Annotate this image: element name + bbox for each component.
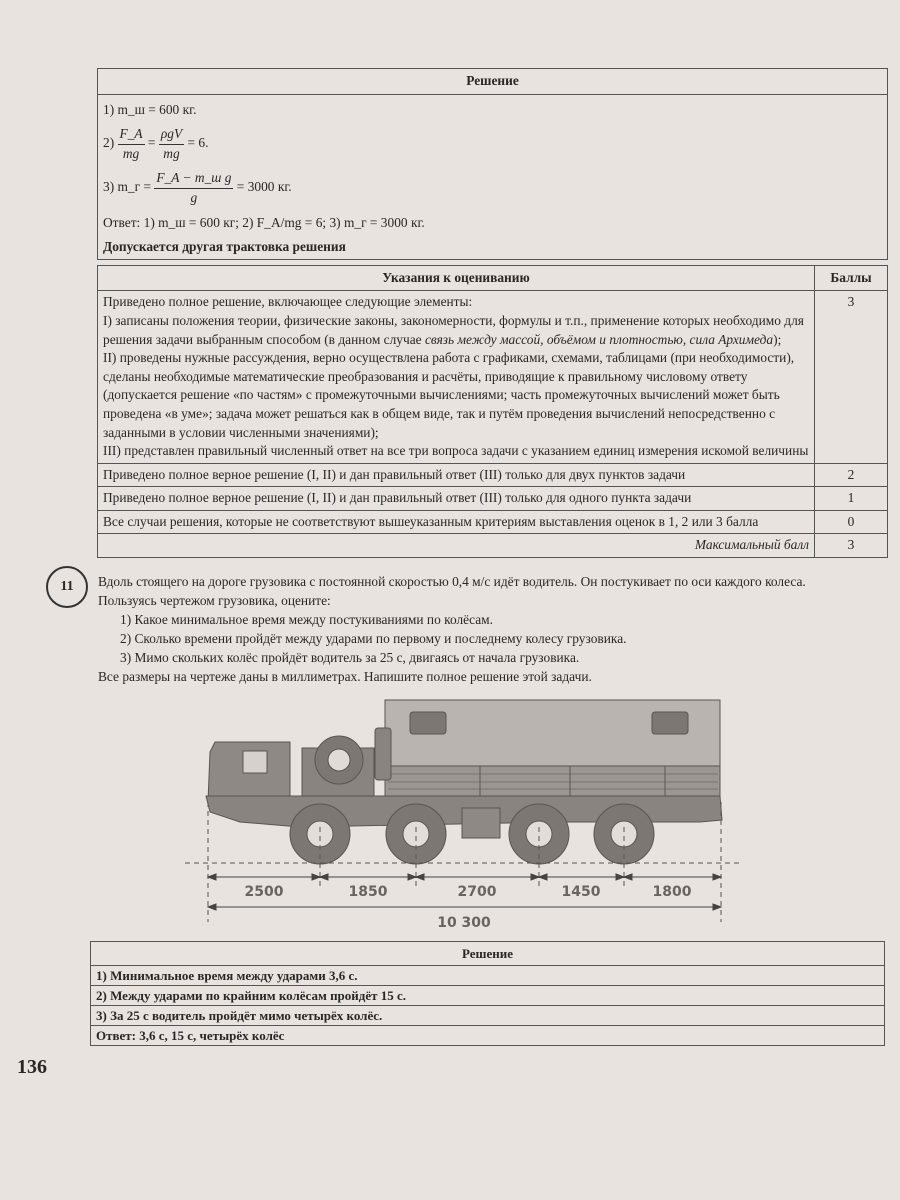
- max-score-label: Максимальный балл: [98, 534, 815, 558]
- points-cell: 2: [815, 463, 888, 487]
- solution-answer: Ответ: 1) m_ш = 600 кг; 2) F_A/mg = 6; 3) m_г = 3000 кг.: [103, 214, 425, 230]
- solution-note: Допускается другая трактовка решения: [103, 239, 346, 255]
- task-question: 2) Сколько времени пройдёт между ударами по первому и последнему колесу грузовика.: [120, 631, 627, 647]
- text: );: [773, 331, 782, 347]
- dimension-label: 2700: [457, 884, 497, 901]
- page-number: 136: [17, 1056, 47, 1079]
- criteria-text: Все случаи решения, которые не соответствуют вышеуказанным критериям выставления оценок в 1, 2 или 3 балла: [98, 510, 815, 534]
- task-lead: Пользуясь чертежом грузовика, оцените:: [98, 593, 331, 609]
- task-question: 1) Какое минимальное время между постукиваниями по колёсам.: [120, 612, 493, 628]
- step-result: = 6.: [187, 135, 209, 151]
- criteria-item-I: [103, 312, 809, 349]
- step-result: = 3000 кг.: [236, 179, 292, 195]
- criteria-item-III: III) представлен правильный численный ответ на все три вопроса задачи с указанием единиц измерения искомой величины: [103, 443, 809, 459]
- solution-table-task11: [90, 941, 885, 1046]
- solution-table-task10: [97, 68, 888, 260]
- task-11-text: [98, 572, 888, 686]
- grading-criteria-table: [97, 265, 888, 558]
- solution-step-3: [103, 169, 882, 207]
- criteria-text: Приведено полное верное решение (I, II) и дан правильный ответ (III) только для двух пунктов задачи: [98, 463, 815, 487]
- cargo-window: [652, 712, 688, 734]
- criteria-item-II: II) проведены нужные рассуждения, верно осуществлена работа с графиками, схемами, таблицами (при необходимости), сделаны необходимые математические преобразования и расчёты, приводящие к правильному числовому ответу (допускается решение «по частям» с промежуточными вычислениями; часть промежуточных вычислений может быть проведена «в уме»; задача может решаться как в общем виде, так и путём проведения вычислений непосредственно с заданными в условии численными значениями);: [103, 350, 795, 440]
- fraction: [154, 169, 233, 207]
- solution-line: 2) Между ударами по крайним колёсам пройдёт 15 с.: [91, 986, 885, 1006]
- solution-header: Решение: [98, 69, 888, 95]
- criteria-intro: Приведено полное решение, включающее следующие элементы:: [103, 294, 473, 310]
- numerator: F_A: [118, 125, 145, 145]
- solution-line: 1) Минимальное время между ударами 3,6 с.: [91, 966, 885, 986]
- points-cell: 1: [815, 487, 888, 511]
- dimension-label: 1850: [348, 884, 388, 901]
- cargo-sides: [385, 766, 720, 796]
- solution-answer: Ответ: 3,6 с, 15 с, четырёх колёс: [91, 1026, 885, 1046]
- cab-window: [243, 751, 267, 773]
- criteria-header: Указания к оцениванию: [98, 265, 815, 291]
- step-label: 3) m_г =: [103, 179, 152, 195]
- dimension-label: 1800: [652, 884, 692, 901]
- fraction: [159, 125, 184, 163]
- dimension-label: 2500: [244, 884, 284, 901]
- criteria-row: [98, 510, 888, 534]
- cargo-window: [410, 712, 446, 734]
- dimension-label: 1450: [561, 884, 601, 901]
- task-question: 3) Мимо скольких колёс пройдёт водитель за 25 с, двигаясь от начала грузовика.: [120, 650, 580, 666]
- task-11: [0, 572, 900, 686]
- criteria-row: [98, 291, 888, 463]
- text: I) записаны положения теории, физические законы, закономерности, формулы и т.п., применение которых необходимо для решения задачи выбранным способом (в данном случае: [103, 312, 804, 347]
- numerator: F_A − m_ш g: [154, 169, 233, 189]
- solution-line: 3) За 25 с водитель пройдёт мимо четырёх колёс.: [91, 1006, 885, 1026]
- denominator: g: [190, 189, 198, 205]
- criteria-text: Приведено полное верное решение (I, II) и дан правильный ответ (III) только для одного пункта задачи: [98, 487, 815, 511]
- solution-body: [98, 94, 888, 259]
- truck-illustration: [206, 700, 722, 864]
- numerator: ρgV: [159, 125, 184, 145]
- max-score-row: [98, 534, 888, 558]
- solution-header: Решение: [91, 942, 885, 966]
- points-header: Баллы: [815, 265, 888, 291]
- total-length-label: 10 300: [437, 915, 491, 932]
- task-intro: Вдоль стоящего на дороге грузовика с постоянной скоростью 0,4 м/с идёт водитель. Он постукивает по оси каждого колеса.: [98, 574, 806, 590]
- task-footer: Все размеры на чертеже даны в миллиметрах. Напишите полное решение этой задачи.: [98, 669, 592, 685]
- denominator: mg: [122, 145, 140, 161]
- solution-step-2: 2) $\frac{F\_A}{mg}$ = $\frac{\text{ρgV}}{mg}$ = 6.: [103, 125, 882, 163]
- max-score-value: 3: [815, 534, 888, 558]
- task-number-badge: 11: [46, 566, 88, 608]
- step-label: 2): [103, 135, 115, 151]
- denominator: mg: [163, 145, 180, 161]
- fraction: [118, 125, 145, 163]
- criteria-text: [98, 291, 815, 463]
- truck-drawing: [0, 692, 900, 937]
- points-cell: 0: [815, 510, 888, 534]
- solution-step-1: 1) m_ш = 600 кг.: [103, 101, 197, 117]
- points-cell: 3: [815, 291, 888, 463]
- criteria-row: [98, 487, 888, 511]
- criteria-row: [98, 463, 888, 487]
- italic-text: связь между массой, объёмом и плотностью, сила Архимеда: [424, 331, 774, 347]
